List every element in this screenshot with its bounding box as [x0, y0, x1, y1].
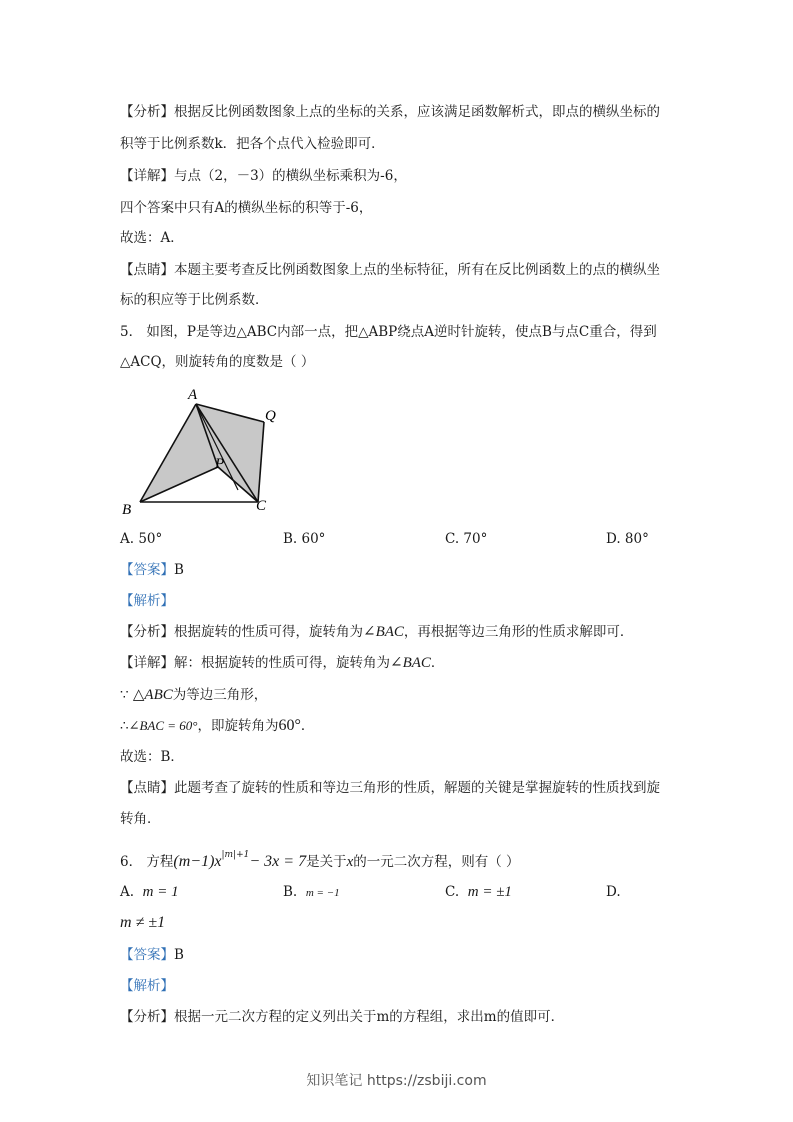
q6-option-b-label: B. [283, 884, 298, 900]
q4-detail-line1: 【详解】与点（2，－3）的横纵坐标乘积为-6， [120, 168, 407, 184]
q5-comment-line1: 【点睛】此题考查了旋转的性质和等边三角形的性质，解题的关键是掌握旋转的性质找到旋 [120, 780, 660, 796]
q5-detail-post: ． [430, 655, 445, 671]
q6-equation-part-b: − 3x = 7 [249, 853, 307, 870]
q6-stem [120, 845, 520, 872]
q6-option-a-label: A. [120, 884, 135, 900]
q5-analysis-post: ，再根据等边三角形的性质求解即可． [403, 624, 634, 640]
because-symbol: ∵ [120, 687, 129, 703]
q5-stem-line1: 5． 如图，P是等边△ABC内部一点，把△ABP绕点A逆时针旋转，使点B与点C重合，得到 [120, 324, 657, 340]
q4-analysis-line1: 【分析】根据反比例函数图象上点的坐标的关系，应该满足函数解析式，即点的横纵坐标的 [120, 104, 660, 120]
q6-option-c-label: C. [445, 884, 460, 900]
q5-because-text: 为等边三角形， [172, 687, 268, 703]
q5-because [120, 685, 267, 705]
q4-comment-line2: 标的积应等于比例系数． [120, 292, 269, 308]
q6-jiexi-tag: 【解析】 [120, 978, 174, 994]
q6-option-b-math: m = −1 [305, 887, 340, 899]
therefore-symbol: ∴ [120, 718, 129, 734]
q6-stem-mid: 是关于 [306, 854, 347, 870]
q5-option-d: D. 80° [606, 531, 649, 547]
q6-option-d-math: m ≠ ±1 [120, 914, 166, 931]
q6-option-a-math: m = 1 [142, 884, 179, 900]
q6-answer-tag: 【答案】 [120, 947, 174, 963]
q6-option-a [120, 882, 179, 902]
q5-detail [120, 653, 444, 673]
q6-equation-exponent: |m|+1 [221, 850, 250, 860]
q6-option-b [283, 882, 340, 903]
q4-comment-line1: 【点睛】本题主要考查反比例函数图象上点的坐标特征，所有在反比例函数上的点的横纵坐 [120, 262, 660, 278]
q4-analysis-line2: 积等于比例系数k．把各个点代入检验即可． [120, 136, 385, 152]
q5-choose: 故选：B． [120, 749, 184, 765]
q6-option-d-label: D. [606, 884, 621, 900]
q6-answer [120, 945, 184, 965]
q5-therefore-text: ，即旋转角为 [197, 718, 279, 734]
q5-detail-math: ∠BAC [390, 655, 431, 671]
footer-watermark: 知识笔记 https://zsbiji.com [306, 1073, 487, 1089]
q5-answer-tag: 【答案】 [120, 562, 174, 578]
q4-choose: 故选：A． [120, 230, 184, 246]
q5-jiexi-tag: 【解析】 [120, 593, 174, 609]
label-a: A [188, 387, 198, 403]
q5-answer-value: B [174, 562, 184, 578]
q6-option-c [445, 882, 512, 902]
q5-detail-pre: 【详解】解：根据旋转的性质可得，旋转角为 [120, 655, 390, 671]
q5-answer [120, 560, 184, 580]
q5-option-c: C. 70° [445, 531, 488, 547]
q5-option-b: B. 60° [283, 531, 326, 547]
q5-analysis [120, 622, 633, 642]
q6-variable: x [346, 854, 354, 870]
label-c: C [256, 498, 267, 514]
q6-equation-part-a: (m−1)x [173, 853, 222, 870]
q5-because-math: △ABC [132, 687, 173, 703]
label-q: Q [265, 408, 276, 424]
q6-stem-pre: 6． 方程 [120, 854, 174, 870]
q5-stem-line2: △ACQ，则旋转角的度数是（ ） [120, 354, 315, 370]
q6-answer-value: B [174, 947, 184, 963]
q6-stem-post: 的一元二次方程，则有（ ） [353, 854, 520, 870]
q5-therefore-math: ∠BAC = 60° [128, 718, 198, 733]
q5-comment-line2: 转角． [120, 811, 161, 827]
rotation-figure [116, 382, 296, 522]
q5-analysis-pre: 【分析】根据旋转的性质可得，旋转角为 [120, 624, 363, 640]
q5-analysis-math: ∠BAC [363, 624, 404, 640]
q4-detail-line2: 四个答案中只有A的横纵坐标的积等于-6， [120, 200, 373, 216]
q6-analysis: 【分析】根据一元二次方程的定义列出关于m的方程组，求出m的值即可． [120, 1009, 565, 1025]
q5-therefore-end: ． [300, 718, 315, 734]
q5-therefore-value: 60° [278, 717, 301, 734]
q6-option-c-math: m = ±1 [467, 884, 512, 900]
q5-option-a: A. 50° [120, 531, 163, 547]
label-p: P [215, 456, 225, 472]
label-b: B [122, 502, 132, 518]
q5-therefore [120, 716, 314, 736]
q6-option-d [606, 882, 621, 902]
